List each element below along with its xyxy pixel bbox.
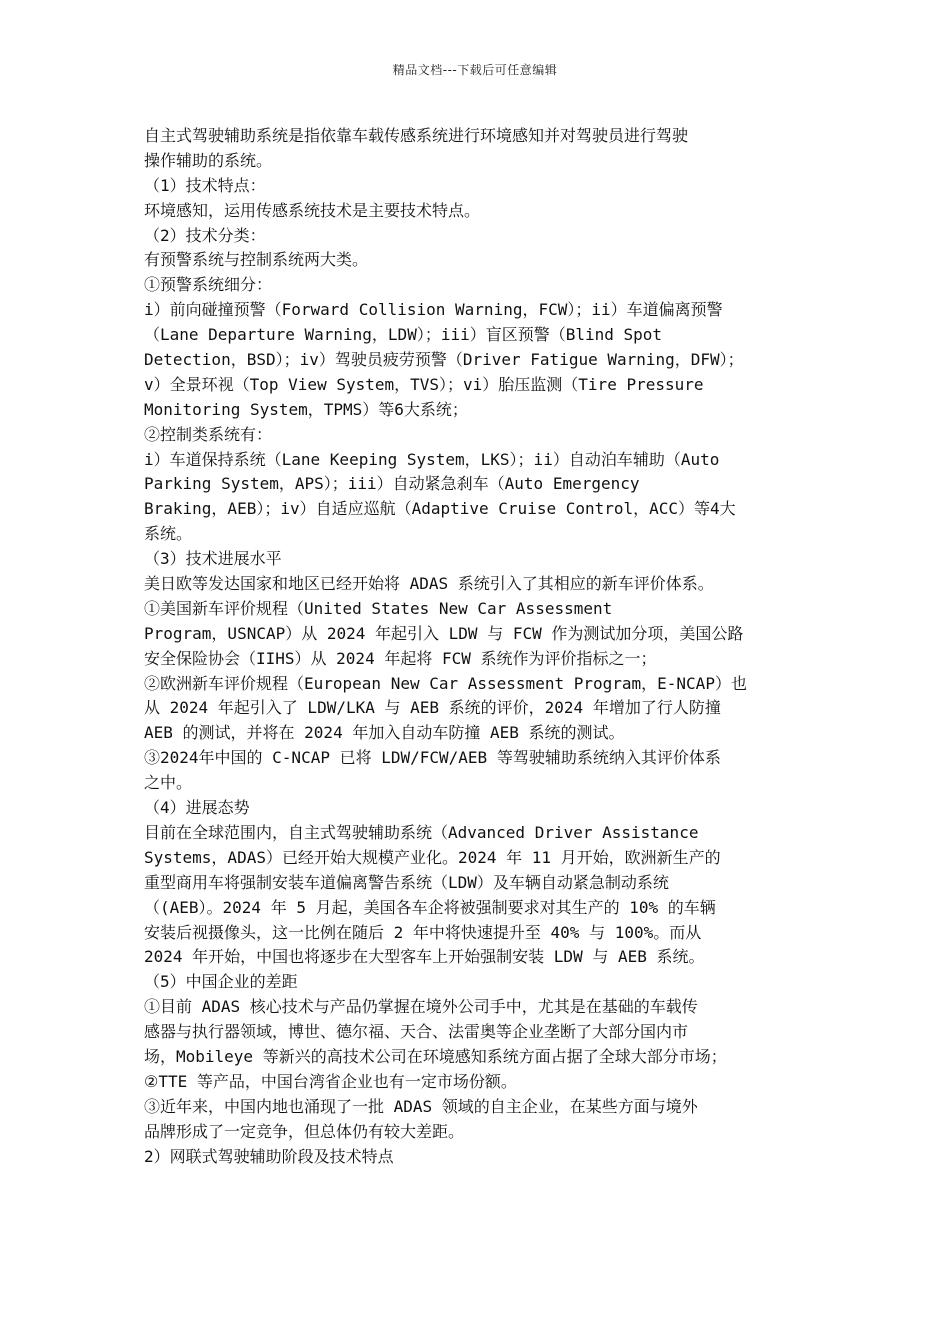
- text-line: ③近年来，中国内地也涌现了一批 ADAS 领域的自主企业，在某些方面与境外: [144, 1096, 698, 1116]
- text-line: 安全保险协会（IIHS）从 2024 年起将 FCW 系统作为评价指标之一；: [144, 648, 657, 668]
- text-line: Detection，BSD）；iv）驾驶员疲劳预警（Driver Fatigue Warning，DFW）；: [144, 350, 744, 370]
- text-line: （1）技术特点：: [144, 175, 266, 195]
- text-line: 品牌形成了一定竞争，但总体仍有较大差距。: [144, 1121, 465, 1141]
- text-line: 目前在全球范围内，自主式驾驶辅助系统（Advanced Driver Assistance: [144, 822, 699, 842]
- text-line: ②欧洲新车评价规程（European New Car Assessment Program，E-NCAP）也: [144, 673, 747, 693]
- text-line: ①美国新车评价规程（United States New Car Assessment: [144, 598, 613, 618]
- text-line: （4）进展态势: [144, 798, 250, 818]
- text-line: （2）技术分类：: [144, 225, 266, 245]
- text-line: i）车道保持系统（Lane Keeping System，LKS）；ii）自动泊车辅助（Auto: [144, 449, 720, 469]
- text-line: AEB 的测试，并将在 2024 年加入自动车防撞 AEB 系统的测试。: [144, 723, 625, 743]
- text-line: 感器与执行器领域，博世、德尔福、天合、法雷奥等企业垄断了大部分国内市: [144, 1022, 689, 1042]
- text-line: （5）中国企业的差距: [144, 972, 298, 992]
- text-line: i）前向碰撞预警（Forward Collision Warning，FCW）；ii）车道偏离预警: [144, 300, 723, 320]
- text-line: 美日欧等发达国家和地区已经开始将 ADAS 系统引入了其相应的新车评价体系。: [144, 574, 714, 594]
- text-line: ②控制类系统有：: [144, 424, 273, 444]
- text-line: 安装后视摄像头，这一比例在随后 2 年中将快速提升至 40% 与 100%。而从: [144, 922, 702, 942]
- document-body: [144, 124, 804, 1169]
- text-line: 2）网联式驾驶辅助阶段及技术特点: [144, 1146, 394, 1166]
- text-line: 环境感知，运用传感系统技术是主要技术特点。: [144, 200, 481, 220]
- text-line: ②TTE 等产品，中国台湾省企业也有一定市场份额。: [144, 1071, 517, 1091]
- text-line: （Lane Departure Warning，LDW）；iii）盲区预警（Blind Spot: [144, 325, 663, 345]
- text-line: （(AEB）。2024 年 5 月起，美国各车企将被强制要求对其生产的 10% 的车辆: [144, 897, 716, 917]
- text-line: v）全景环视（Top View System，TVS）；vi）胎压监测（Tire Pressure: [144, 374, 704, 394]
- text-line: 操作辅助的系统。: [144, 150, 273, 170]
- text-line: Parking System，APS）；iii）自动紧急刹车（Auto Emergency: [144, 474, 640, 494]
- text-line: Program，USNCAP）从 2024 年起引入 LDW 与 FCW 作为测试加分项，美国公路: [144, 623, 744, 643]
- text-line: 2024 年开始，中国也将逐步在大型客车上开始强制安装 LDW 与 AEB 系统。: [144, 947, 705, 967]
- text-line: （3）技术进展水平: [144, 549, 282, 569]
- text-line: ①预警系统细分：: [144, 275, 273, 295]
- text-line: 之中。: [144, 773, 193, 793]
- page-header: 精品文档---下载后可任意编辑: [392, 63, 558, 77]
- text-line: 系统。: [144, 524, 193, 544]
- text-line: Systems，ADAS）已经开始大规模产业化。2024 年 11 月开始，欧洲新生产的: [144, 847, 721, 867]
- text-line: 有预警系统与控制系统两大类。: [144, 250, 369, 270]
- text-line: ③2024年中国的 C-NCAP 已将 LDW/FCW/AEB 等驾驶辅助系统纳入其评价体系: [144, 748, 721, 768]
- text-line: 场，Mobileye 等新兴的高技术公司在环境感知系统方面占据了全球大部分市场；: [144, 1046, 727, 1066]
- text-line: 从 2024 年起引入了 LDW/LKA 与 AEB 系统的评价，2024 年增加了行人防撞: [144, 698, 721, 718]
- text-line: 重型商用车将强制安装车道偏离警告系统（LDW）及车辆自动紧急制动系统: [144, 872, 669, 892]
- text-line: Braking，AEB）；iv）自适应巡航（Adaptive Cruise Control，ACC）等4大: [144, 499, 736, 519]
- text-line: Monitoring System，TPMS）等6大系统；: [144, 399, 468, 419]
- text-line: ①目前 ADAS 核心技术与产品仍掌握在境外公司手中，尤其是在基础的车载传: [144, 997, 698, 1017]
- text-line: 自主式驾驶辅助系统是指依靠车载传感系统进行环境感知并对驾驶员进行驾驶: [144, 126, 689, 145]
